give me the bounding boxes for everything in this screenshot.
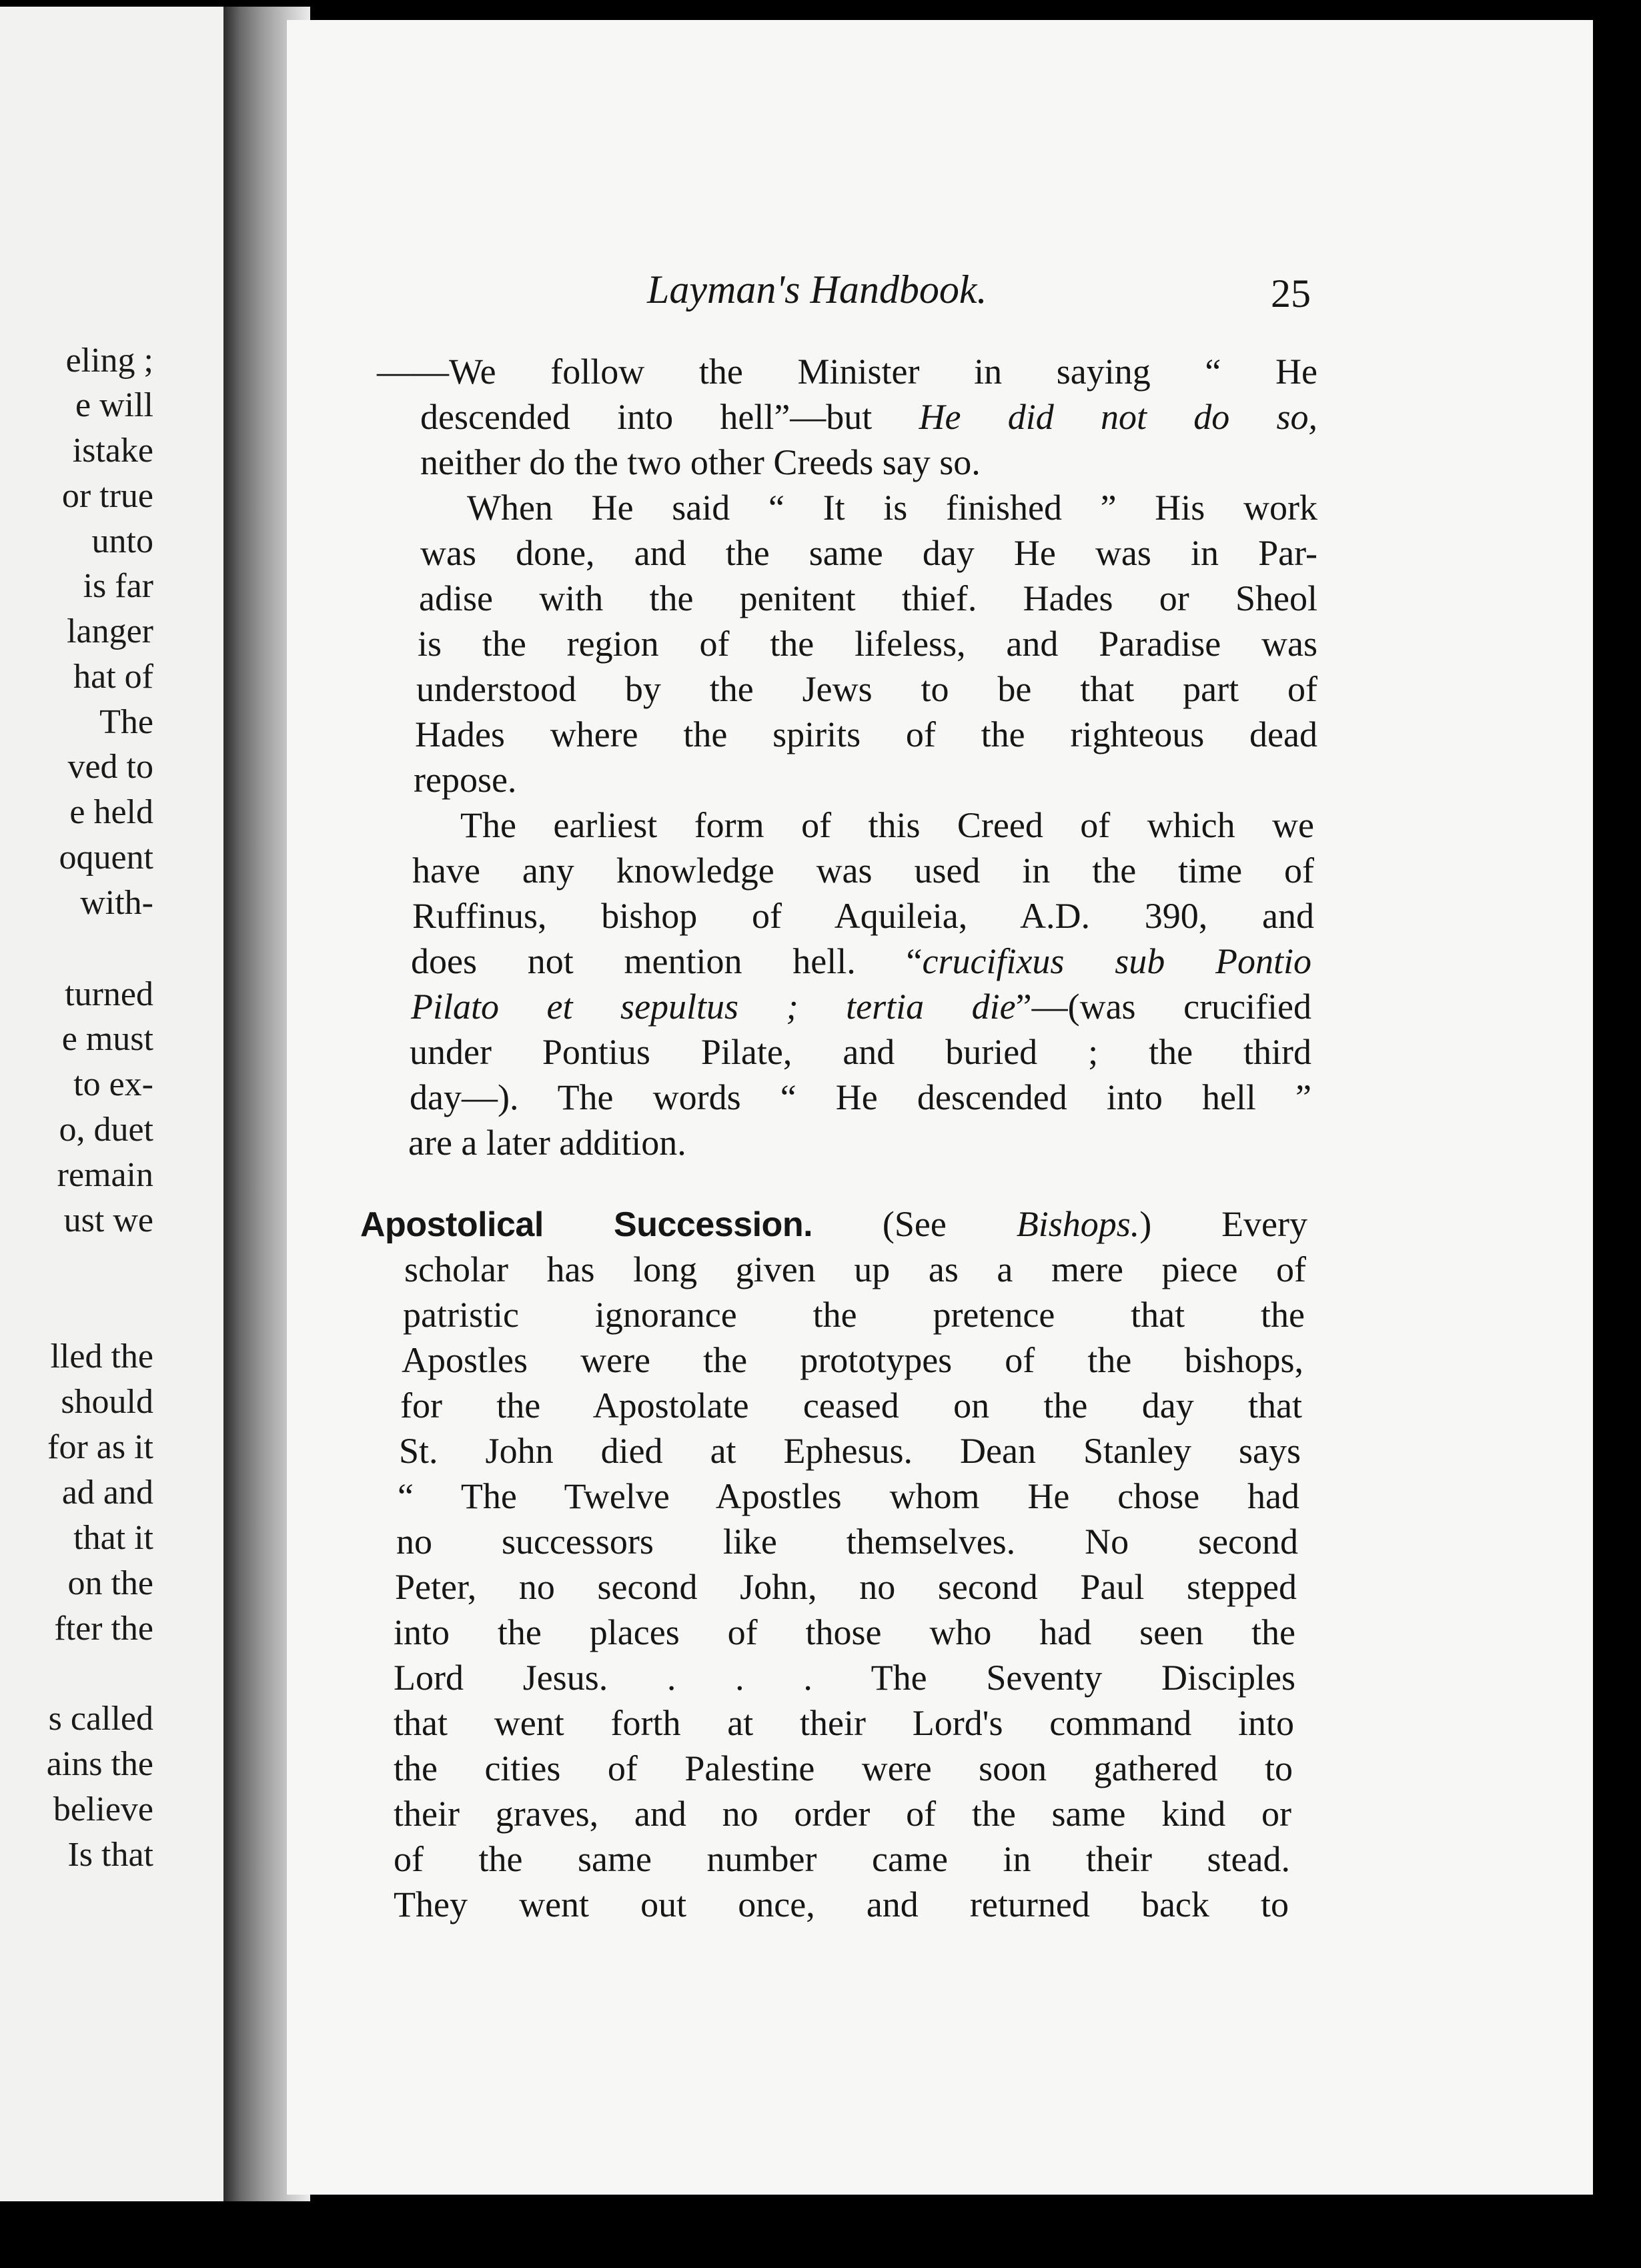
text-line: Lord Jesus. . . . The Seventy Disciples: [394, 1658, 1295, 1698]
left-page-fragment: The: [99, 703, 153, 741]
entry-heading: Apostolical Succession.: [360, 1205, 813, 1244]
left-page-fragment: believe: [53, 1790, 153, 1828]
left-page-fragment: oquent: [59, 838, 153, 877]
left-page-fragment: ains the: [46, 1745, 153, 1783]
left-page-fragment: ust we: [63, 1201, 153, 1239]
left-page-fragment: for as it: [47, 1428, 153, 1466]
text-line: [411, 943, 1311, 979]
text-line: are a later addition.: [408, 1123, 686, 1163]
italic-run: He did not do so,: [919, 397, 1317, 437]
text-line: “ The Twelve Apostles whom He chose had: [398, 1476, 1299, 1516]
left-facing-page: [0, 7, 233, 2201]
left-page-fragment: with-: [80, 884, 153, 922]
left-page-fragment: eling ;: [65, 342, 153, 380]
left-page-fragment: unto: [91, 522, 153, 560]
text-line: They went out once, and returned back to: [394, 1884, 1289, 1924]
text-line: understood by the Jews to be that part of: [416, 669, 1317, 709]
left-page-fragment: langer: [67, 612, 153, 650]
text-run: ”—(was crucified: [1015, 987, 1311, 1027]
text-line: scholar has long given up as a mere piece of: [404, 1249, 1306, 1289]
text-run: ) Every: [1139, 1204, 1308, 1244]
left-page-fragment: lled the: [50, 1337, 153, 1375]
left-page-fragment: that it: [73, 1519, 153, 1557]
cross-reference: Bishops.: [1016, 1204, 1140, 1244]
left-page-fragment: ad and: [61, 1474, 153, 1512]
left-page-fragment: should: [61, 1383, 153, 1421]
left-page-fragment: istake: [72, 432, 153, 470]
text-line: adise with the penitent thief. Hades or Sheol: [419, 578, 1317, 618]
text-line: [411, 989, 1311, 1025]
text-line: Peter, no second John, no second Paul stepped: [395, 1567, 1297, 1607]
text-line: was done, and the same day He was in Par-: [420, 533, 1317, 573]
text-line: that went forth at their Lord's command into: [394, 1703, 1294, 1743]
left-page-fragment: hat of: [73, 658, 153, 696]
text-line: no successors like themselves. No second: [396, 1522, 1298, 1562]
left-page-fragment: fter the: [54, 1610, 153, 1648]
entry-first-line: [360, 1206, 1307, 1242]
text-line: St. John died at Ephesus. Dean Stanley says: [399, 1431, 1301, 1471]
text-line: neither do the two other Creeds say so.: [420, 442, 981, 482]
left-page-fragment: e will: [75, 386, 153, 424]
text-line: Hades where the spirits of the righteous dead: [415, 714, 1317, 754]
right-page-edge: [1593, 20, 1641, 2195]
left-page-fragment: turned: [65, 975, 153, 1013]
text-run: (See: [882, 1204, 1017, 1244]
text-line: Ruffinus, bishop of Aquileia, A.D. 390, and: [412, 896, 1314, 936]
text-line: [420, 399, 1317, 435]
left-page-fragment: s called: [48, 1700, 153, 1738]
text-line: have any knowledge was used in the time of: [412, 851, 1314, 891]
text-line: Apostles were the prototypes of the bishops,: [402, 1340, 1303, 1380]
text-line: repose.: [414, 760, 517, 800]
text-line: the cities of Palestine were soon gathered to: [394, 1748, 1293, 1788]
left-page-fragment: Is that: [67, 1836, 153, 1874]
italic-run: crucifixus sub Pontio: [922, 941, 1311, 981]
text-line: into the places of those who had seen the: [394, 1612, 1295, 1652]
left-page-fragment: e must: [61, 1020, 153, 1058]
text-line: of the same number came in their stead.: [394, 1839, 1290, 1879]
text-line: for the Apostolate ceased on the day that: [400, 1385, 1302, 1426]
left-page-fragment: or true: [61, 477, 153, 515]
left-page-fragment: is far: [83, 567, 153, 605]
page-number: 25: [1271, 271, 1311, 316]
left-page-fragment: remain: [57, 1156, 153, 1194]
text-line: is the region of the lifeless, and Paradise was: [418, 624, 1317, 664]
italic-run: Pilato et sepultus ; tertia die: [411, 987, 1016, 1027]
text-run: descended into hell”—but: [420, 397, 919, 437]
left-page-fragment: e held: [69, 793, 153, 831]
left-page-fragment: ved to: [67, 748, 153, 786]
left-page-fragment: to ex-: [73, 1065, 153, 1103]
text-line: their graves, and no order of the same kind or: [394, 1794, 1291, 1834]
text-line: The earliest form of this Creed of which we: [460, 805, 1314, 845]
text-line: ——We follow the Minister in saying “ He: [377, 352, 1317, 392]
left-page-fragment: on the: [67, 1564, 153, 1602]
running-head: Layman's Handbook.: [647, 267, 987, 312]
text-line: When He said “ It is finished ” His work: [467, 488, 1317, 528]
text-line: under Pontius Pilate, and buried ; the third: [410, 1032, 1311, 1072]
left-page-fragment: o, duet: [59, 1111, 153, 1149]
text-line: day—). The words “ He descended into hell ”: [410, 1077, 1311, 1117]
text-line: patristic ignorance the pretence that the: [403, 1295, 1305, 1335]
text-run: does not mention hell. “: [411, 941, 923, 981]
